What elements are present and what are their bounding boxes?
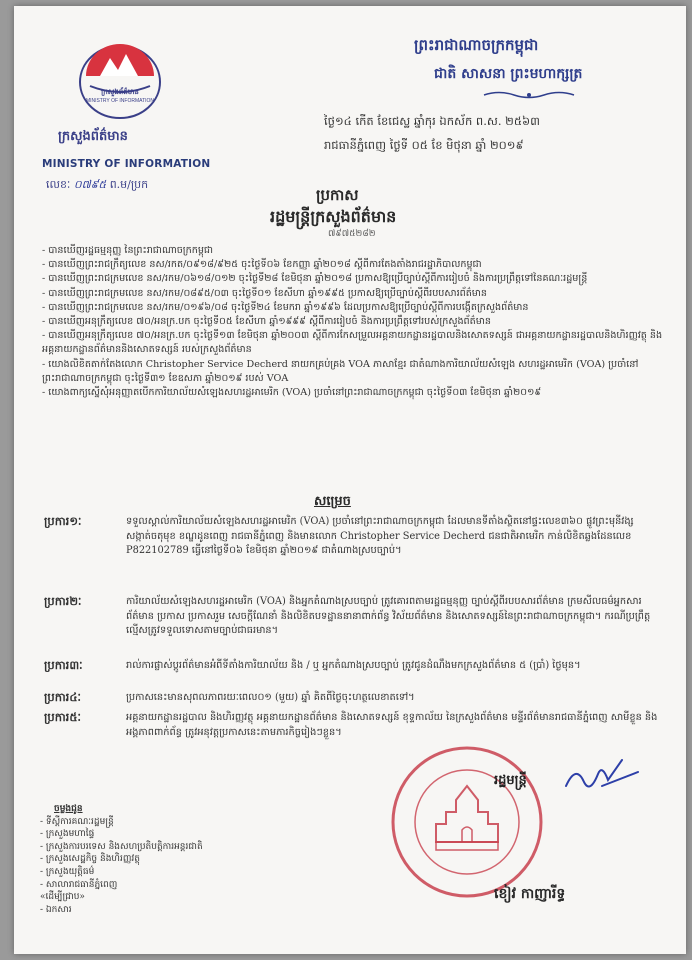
article-label: ប្រការ៣ៈ <box>44 658 83 672</box>
cc-item: - ក្រសួងយុត្តិធម៌ <box>40 866 95 877</box>
ref-suffix: ព.ម/ប្រក <box>109 178 149 191</box>
reference-item: - បានឃើញព្រះរាជក្រមលេខ នស/រកម/០៦១៨/០១២ ចុះថ្ងៃទី២៨ ខែមិថុនា ឆ្នាំ២០១៨ ប្រកាសឱ្យប្រើច្បាប់ស្តីពីការរៀបចំ និងការប្រព្រឹត្តទៅនៃគណៈរដ្ឋមន្ត្រី <box>42 272 670 286</box>
article-text: ទទួលស្គាល់ការិយាល័យសំឡេងសហរដ្ឋអាមេរិក (VOA) ប្រចាំនៅព្រះរាជាណាចក្រកម្ពុជា ដែលមានទីតាំងស្ថិតនៅផ្ទះលេខ៣៦០ ផ្លូវព្រះមុនីវង្ស សង្កាត់ចតុមុខ ខណ្ឌដូនពេញ រាជធានីភ្នំពេញ និងមានលោក Christopher Service Decherd ជនជាតិអាមេរិក កាន់លិខិតឆ្លងដែនលេខ P822102789 ធ្វើនៅថ្ងៃទី០៦ ខែមិថុនា ឆ្នាំ២០១៩ ជាតំណាងស្របច្បាប់។ <box>126 516 634 557</box>
signatory-title: រដ្ឋមន្ត្រី <box>494 773 527 788</box>
article-label: ប្រការ១ៈ <box>44 514 82 528</box>
reference-item: - បានឃើញអនុក្រឹត្យលេខ ៧០/អនក្រ.បក ចុះថ្ងៃទី០៥ ខែសីហា ឆ្នាំ១៩៩៩ ស្តីពីការរៀបចំ និងការប្រព្រឹត្តទៅរបស់ក្រសួងព័ត៌មាន <box>42 315 670 329</box>
cc-item: - ក្រសួងការបរទេស និងសហប្រតិបត្តិការអន្តរជាតិ <box>40 841 203 852</box>
article-text: អគ្គនាយកដ្ឋានរដ្ឋបាល និងហិរញ្ញវត្ថុ អគ្គនាយកដ្ឋានព័ត៌មាន និងសោតទស្សន៍ ខុទ្ទកាល័យ នៃក្រសួងព័ត៌មាន មន្ទីរព័ត៌មានរាជធានីភ្នំពេញ សាមីខ្លួន និងអង្គភាពពាក់ព័ន្ធ ត្រូវអនុវត្តប្រកាសនេះតាមភារកិច្ចរៀងៗខ្លួន។ <box>126 712 658 738</box>
reference-item: - បានឃើញព្រះរាជក្រមលេខ នស/រកម/០១៩៦/០៨ ចុះថ្ងៃទី២៤ ខែមករា ឆ្នាំ១៩៩៦ ដែលប្រកាសឱ្យប្រើច្បាប់ស្តីពីការបង្កើតក្រសួងព័ត៌មាន <box>42 301 670 315</box>
signatory-name: ខៀវ កាញារីទ្ធ <box>494 886 566 902</box>
article-text: ការិយាល័យសំឡេងសហរដ្ឋអាមេរិក (VOA) និងអ្នកតំណាងស្របច្បាប់ ត្រូវគោរពតាមរដ្ឋធម្មនុញ្ញ ច្បាប់ស្តីពីរបបសារព័ត៌មាន ក្រមសីលធម៌អ្នកសារព័ត៌មាន ប្រកាស ប្រកាសរួម សេចក្តីណែនាំ និងលិខិតបទដ្ឋាននានាពាក់ព័ន្ធ វិស័យព័ត៌មាន និងសោតទស្សន៍នៃព្រះរាជាណាចក្រកម្ពុជា។ ករណីប្រព្រឹត្តល្មើសត្រូវទទួលទោសតាមច្បាប់ជាធរមាន។ <box>126 596 651 637</box>
official-seal <box>386 742 548 902</box>
article-2 <box>44 594 674 652</box>
article-text: រាល់ការផ្លាស់ប្តូរព័ត៌មានអំពីទីតាំងការិយាល័យ និង / ឬ អ្នកតំណាងស្របច្បាប់ ត្រូវជូនដំណឹងមកក្រសួងព័ត៌មាន ៥ (ប្រាំ) ថ្ងៃមុន។ <box>126 660 581 671</box>
reference-item: - បានឃើញរដ្ឋធម្មនុញ្ញ នៃព្រះរាជាណាចក្រកម្ពុជា <box>42 244 670 258</box>
article-text: ប្រកាសនេះមានសុពលភាពរយៈពេល០១ (មួយ) ឆ្នាំ គិតពីថ្ងៃចុះហត្ថលេខាតទៅ។ <box>126 692 415 703</box>
document-subnumber: ៧៩៧៥២៨២ <box>328 229 376 239</box>
cc-item: - ក្រសួងមហាផ្ទៃ <box>40 829 95 840</box>
cc-item: - ទីស្តីការគណៈរដ្ឋមន្ត្រី <box>40 816 114 827</box>
article-label: ប្រការ៥ៈ <box>44 710 81 724</box>
article-5 <box>44 710 674 754</box>
reference-number <box>46 178 148 194</box>
document-issuer: រដ្ឋមន្ត្រីក្រសួងព័ត៌មាន <box>270 207 397 226</box>
article-label: ប្រការ២ៈ <box>44 594 82 608</box>
handwritten-signature <box>562 756 642 796</box>
reference-item: - បានឃើញព្រះរាជក្រឹត្យលេខ នស/រកត/០៩១៨/៩២៥ ចុះថ្ងៃទី០៦ ខែកញ្ញា ឆ្នាំ២០១៨ ស្តីពីការតែងតាំងរាជរដ្ឋាភិបាលកម្ពុជា <box>42 258 670 272</box>
logo-caption: ក្រសួងព័ត៌មាន <box>101 89 139 96</box>
decision-heading: សម្រេច <box>314 494 351 509</box>
reference-item: - យោងលិខិតតាក់តែងលោក Christopher Service Decherd នាយកគ្រប់គ្រង VOA ភាសាខ្មែរ ជាតំណាងការិយាល័យសំឡេង សហរដ្ឋអាមេរិក (VOA) ប្រចាំនៅព្រះរាជាណាចក្រកម្ពុជា ចុះថ្ងៃទី៣១ ខែឧសភា ឆ្នាំ២០១៩ របស់ VOA <box>42 358 670 386</box>
reference-item: - បានឃើញព្រះរាជក្រមលេខ នស/រកម/០៨៩៥/០៣ ចុះថ្ងៃទី០១ ខែសីហា ឆ្នាំ១៩៩៥ ប្រកាសឱ្យប្រើច្បាប់ស្តីពីរបបសារព័ត៌មាន <box>42 287 670 301</box>
reference-item: - យោងពាក្យស្នើសុំអនុញ្ញាតបើកការិយាល័យសំឡេងសហរដ្ឋអាមេរិក (VOA) ប្រចាំនៅព្រះរាជាណាចក្រកម្ពុជា ចុះថ្ងៃទី០៣ ខែមិថុនា ឆ្នាំ២០១៩ <box>42 386 670 400</box>
article-4 <box>44 690 674 708</box>
kingdom-title: ព្រះរាជាណាចក្រកម្ពុជា <box>414 36 539 54</box>
document-type: ប្រកាស <box>316 186 359 204</box>
national-motto: ជាតិ សាសនា ព្រះមហាក្សត្រ <box>434 66 583 82</box>
references-list <box>42 244 670 400</box>
article-3 <box>44 658 674 688</box>
cc-list <box>40 803 203 916</box>
article-1 <box>44 514 674 590</box>
date-solar: រាជធានីភ្នំពេញ ថ្ងៃទី ០៥ ខែ មិថុនា ឆ្នាំ ២០១៩ <box>324 138 524 152</box>
ministry-logo <box>76 36 164 124</box>
ref-handwritten: ០៧៩៥ <box>73 178 107 191</box>
ministry-name-en: MINISTRY OF INFORMATION <box>42 158 211 170</box>
ref-prefix: លេខៈ <box>46 178 71 191</box>
document-page <box>14 6 686 954</box>
cc-item: - ក្រសួងសេដ្ឋកិច្ច និងហិរញ្ញវត្ថុ <box>40 854 140 865</box>
article-label: ប្រការ៤ៈ <box>44 690 81 704</box>
ministry-name-kh: ក្រសួងព័ត៌មាន <box>58 129 128 144</box>
reference-item: - បានឃើញអនុក្រឹត្យលេខ ៧០/អនក្រ.បក ចុះថ្ងៃទី១៣ ខែមិថុនា ឆ្នាំ២០០៣ ស្តីពីការកែសម្រួលអគ្គនាយកដ្ឋានរដ្ឋបាលនិងសោតទស្សន៍ ជាអគ្គនាយកដ្ឋានរដ្ឋបាលនិងហិរញ្ញវត្ថុ និងអគ្គនាយកដ្ឋានព័ត៌មាននិងសោតទស្សន៍ របស់ក្រសួងព័ត៌មាន <box>42 329 670 357</box>
cc-item: - ឯកសារ <box>40 904 72 915</box>
cc-heading: ចម្លងជូន <box>54 804 83 814</box>
ornament-divider <box>454 90 604 100</box>
cc-item: - សាលារាជធានីភ្នំពេញ <box>40 879 118 890</box>
cc-item: «ដើម្បីជ្រាប» <box>40 892 85 903</box>
date-lunar: ថ្ងៃ១៤ កើត ខែជេស្ឋ ឆ្នាំកុរ ឯកស័ក ព.ស. ២៥៦៣ <box>324 114 540 128</box>
logo-caption-en: MINISTRY OF INFORMATION <box>85 98 155 104</box>
